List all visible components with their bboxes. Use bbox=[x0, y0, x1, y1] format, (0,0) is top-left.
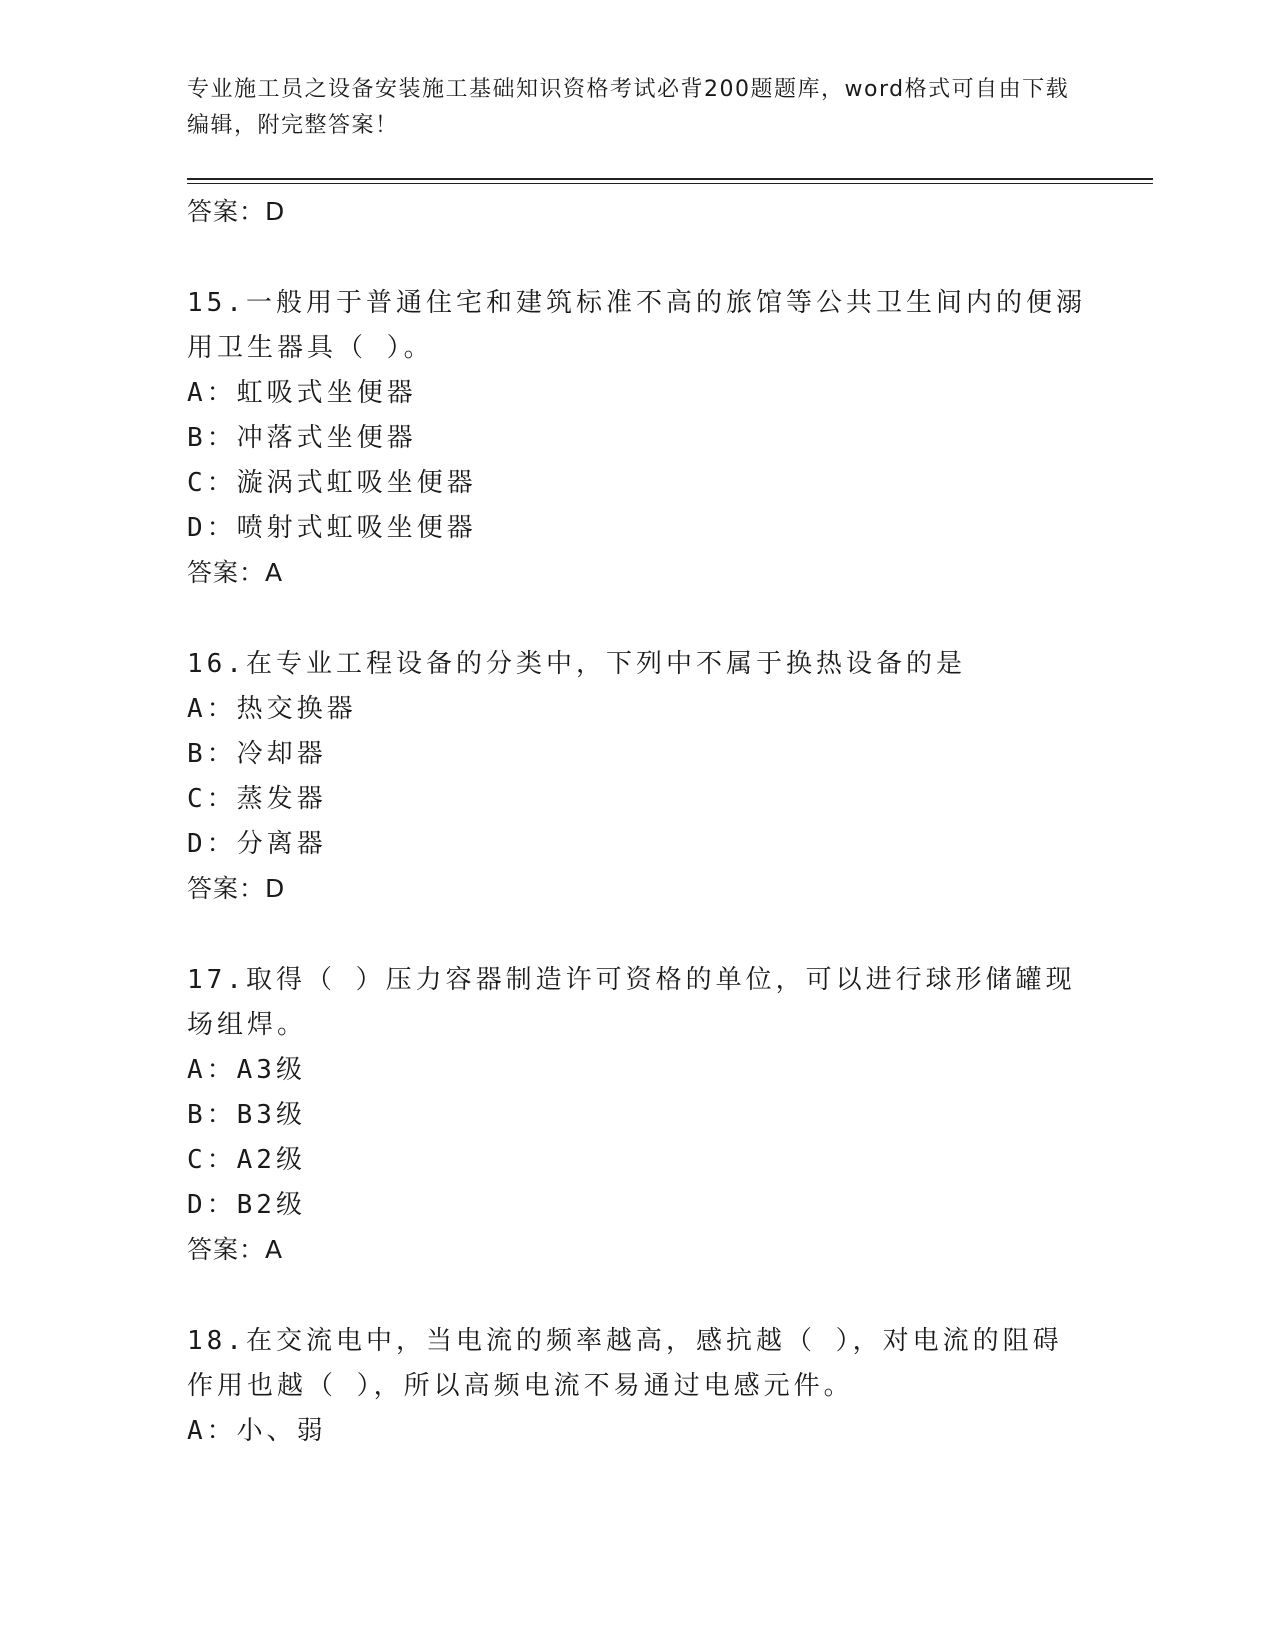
option-b: B：B3级 bbox=[187, 1100, 306, 1130]
option-b: B：冲落式坐便器 bbox=[187, 423, 417, 453]
question-stem: 16.在专业工程设备的分类中，下列中不属于换热设备的是 bbox=[187, 649, 966, 679]
option-a: A：A3级 bbox=[187, 1055, 306, 1085]
answer-label: 答案：A bbox=[187, 558, 284, 587]
header-divider-thick bbox=[187, 178, 1153, 180]
option-c: C：蒸发器 bbox=[187, 784, 327, 814]
option-d: D：喷射式虹吸坐便器 bbox=[187, 513, 477, 543]
option-c: C：A2级 bbox=[187, 1145, 306, 1175]
question-stem: 17.取得（ ）压力容器制造许可资格的单位，可以进行球形储罐现场组焊。 bbox=[187, 965, 1076, 1040]
question-stem: 18.在交流电中，当电流的频率越高，感抗越（ ），对电流的阻碍作用也越（ ），所以高频电流不易通过电感元件。 bbox=[187, 1326, 1063, 1401]
question-stem: 15.一般用于普通住宅和建筑标准不高的旅馆等公共卫生间内的便溺用卫生器具（ ）。 bbox=[187, 288, 1086, 363]
question-17 bbox=[187, 958, 1087, 1272]
document-header bbox=[187, 72, 1087, 144]
question-15 bbox=[187, 281, 1087, 595]
answer-label: 答案：A bbox=[187, 1235, 284, 1264]
question-16 bbox=[187, 642, 1087, 911]
option-a: A：虹吸式坐便器 bbox=[187, 378, 417, 408]
answer-label: 答案：D bbox=[187, 197, 286, 226]
option-d: D：B2级 bbox=[187, 1190, 306, 1220]
option-a: A：热交换器 bbox=[187, 694, 357, 724]
option-b: B：冷却器 bbox=[187, 739, 327, 769]
question-18 bbox=[187, 1319, 1087, 1454]
header-title: 专业施工员之设备安装施工基础知识资格考试必背200题题库，word格式可自由下载编辑，附完整答案！ bbox=[187, 77, 1070, 138]
option-d: D：分离器 bbox=[187, 829, 327, 859]
option-a: A：小、弱 bbox=[187, 1416, 327, 1446]
question-list bbox=[187, 190, 1087, 1454]
header-divider-thin bbox=[187, 183, 1153, 184]
answer-label: 答案：D bbox=[187, 874, 286, 903]
option-c: C：漩涡式虹吸坐便器 bbox=[187, 468, 477, 498]
